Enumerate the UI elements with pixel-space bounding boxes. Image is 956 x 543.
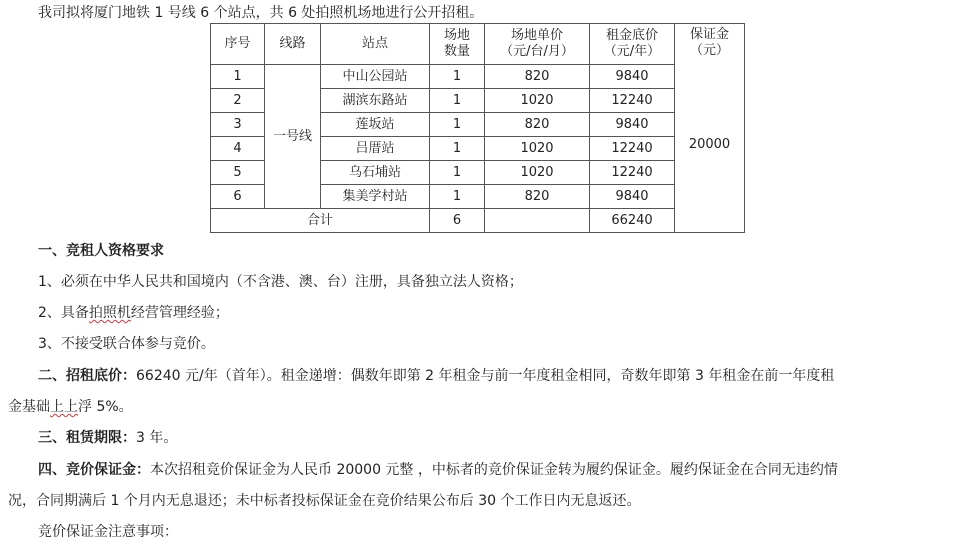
deposit-value: 20000 <box>688 137 731 152</box>
cell-station: 湖滨东路站 <box>321 89 430 113</box>
cell-rent: 12240 <box>590 137 675 161</box>
cell-quantity: 1 <box>430 137 485 161</box>
cell-no: 4 <box>211 137 265 161</box>
cell-unit-price: 1020 <box>485 161 590 185</box>
header-line: 线路 <box>265 24 321 65</box>
header-unit-price: 场地单价 （元/台/月） <box>485 24 590 65</box>
cell-no: 5 <box>211 161 265 185</box>
table-row <box>211 65 745 89</box>
cell-unit-price: 1020 <box>485 137 590 161</box>
line-name-cell: 一号线 <box>265 65 321 209</box>
cell-quantity: 1 <box>430 161 485 185</box>
cell-no: 2 <box>211 89 265 113</box>
section-2-line <box>38 366 834 386</box>
cell-unit-price: 820 <box>485 65 590 89</box>
cell-no: 1 <box>211 65 265 89</box>
section-1-item-1: 1、必须在中华人民共和国境内（不含港、澳、台）注册，具备独立法人资格； <box>38 274 523 290</box>
cell-unit-price: 820 <box>485 185 590 209</box>
section-4-label: 四、竞价保证金： <box>38 462 150 478</box>
total-label: 合计 <box>211 209 430 233</box>
cell-rent: 9840 <box>590 185 675 209</box>
deposit-notice-heading: 竞价保证金注意事项： <box>38 524 178 540</box>
section-4-line <box>38 460 838 480</box>
cell-unit-price: 820 <box>485 113 590 137</box>
header-deposit: 保证金 （元） 20000 <box>675 24 745 233</box>
section-1-item-2: 2、具备拍照机经营管理经验； <box>38 305 229 321</box>
cell-no: 3 <box>211 113 265 137</box>
header-quantity: 场地 数量 <box>430 24 485 65</box>
table-total-row <box>211 209 745 233</box>
total-unit-price-empty <box>485 209 590 233</box>
section-2-continuation: 金基础上上浮 5%。 <box>8 399 133 415</box>
section-1-heading: 一、竞租人资格要求 <box>38 243 164 259</box>
section-3-text: 3 年。 <box>136 430 178 446</box>
cell-rent: 12240 <box>590 89 675 113</box>
section-3-label: 三、租赁期限： <box>38 430 136 446</box>
table-header-row <box>211 24 745 65</box>
total-quantity: 6 <box>430 209 485 233</box>
header-station: 站点 <box>321 24 430 65</box>
cell-quantity: 1 <box>430 65 485 89</box>
cell-station: 莲坂站 <box>321 113 430 137</box>
section-3-line <box>38 428 177 448</box>
cell-quantity: 1 <box>430 113 485 137</box>
header-no: 序号 <box>211 24 265 65</box>
intro-text: 我司拟将厦门地铁 1 号线 6 个站点，共 6 处拍照机场地进行公开招租。 <box>38 5 484 21</box>
cell-station: 吕厝站 <box>321 137 430 161</box>
cell-station: 乌石埔站 <box>321 161 430 185</box>
section-4-continuation: 况，合同期满后 1 个月内无息退还；未中标者投标保证金在竞价结果公布后 30 个工作日内无息返还。 <box>8 493 641 509</box>
section-1-item-3: 3、不接受联合体参与竞价。 <box>38 336 215 352</box>
cell-station: 集美学村站 <box>321 185 430 209</box>
cell-no: 6 <box>211 185 265 209</box>
cell-station: 中山公园站 <box>321 65 430 89</box>
header-rent: 租金底价 （元/年） <box>590 24 675 65</box>
station-table <box>210 23 745 233</box>
section-4-text: 本次招租竞价保证金为人民币 20000 元整 ，中标者的竞价保证金转为履约保证金。履约保证金在合同无违约情 <box>150 462 838 478</box>
section-2-label: 二、招租底价： <box>38 368 136 384</box>
cell-quantity: 1 <box>430 89 485 113</box>
cell-quantity: 1 <box>430 185 485 209</box>
cell-rent: 9840 <box>590 65 675 89</box>
total-rent: 66240 <box>590 209 675 233</box>
cell-rent: 9840 <box>590 113 675 137</box>
section-2-text: 66240 元/年（首年）。租金递增：偶数年即第 2 年租金与前一年度租金相同，奇数年即第 3 年租金在前一年度租 <box>136 368 835 384</box>
cell-unit-price: 1020 <box>485 89 590 113</box>
cell-rent: 12240 <box>590 161 675 185</box>
